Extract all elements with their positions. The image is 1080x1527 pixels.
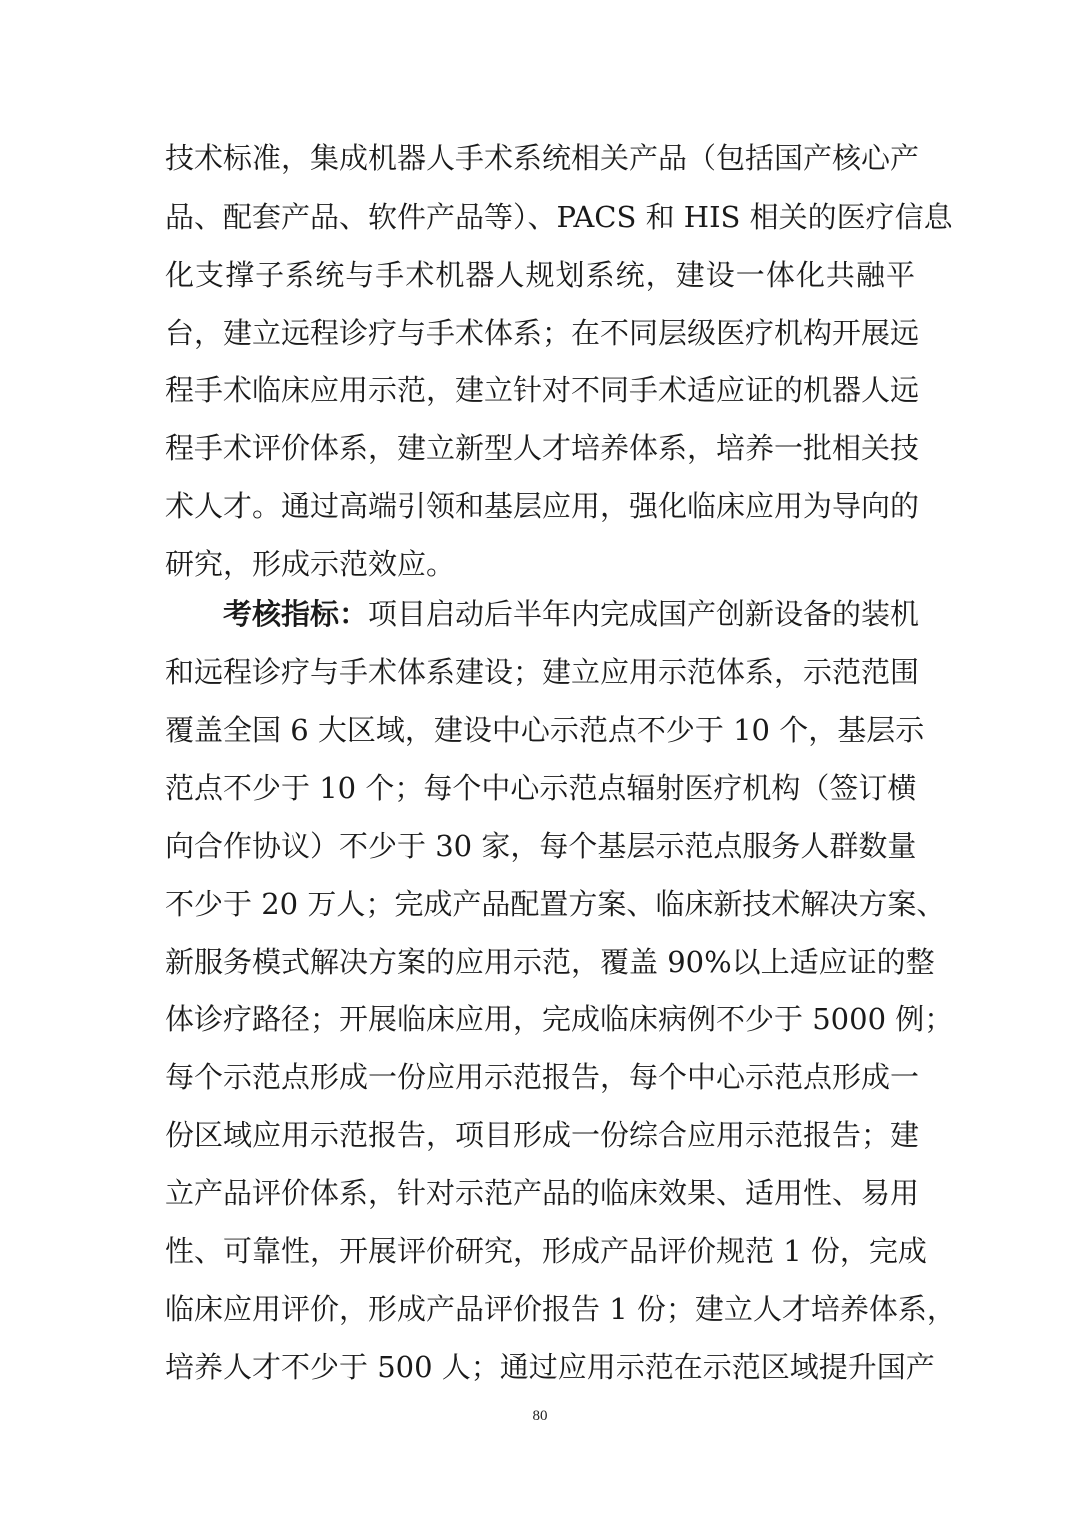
paragraph2-line: 新服务模式解决方案的应用示范，覆盖 90%以上适应证的整 — [165, 945, 935, 979]
paragraph2-line: 范点不少于 10 个；每个中心示范点辐射医疗机构（签订横 — [165, 771, 917, 805]
assessment-label: 考核指标： — [223, 597, 369, 631]
paragraph1-line: 术人才。通过高端引领和基层应用，强化临床应用为导向的 — [165, 489, 920, 523]
paragraph1-line: 台，建立远程诊疗与手术体系；在不同层级医疗机构开展远 — [165, 316, 920, 350]
paragraph2-line: 体诊疗路径；开展临床应用，完成临床病例不少于 5000 例； — [165, 1002, 954, 1036]
paragraph2-line: 不少于 20 万人；完成产品配置方案、临床新技术解决方案、 — [165, 887, 946, 921]
paragraph2-line: 覆盖全国 6 大区域，建设中心示范点不少于 10 个，基层示 — [165, 713, 925, 747]
paragraph1-line: 研究，形成示范效应。 — [165, 547, 456, 581]
paragraph1-line: 化支撑子系统与手术机器人规划系统，建设一体化共融平 — [165, 258, 915, 292]
paragraph2-line: 临床应用评价，形成产品评价报告 1 份；建立人才培养体系， — [165, 1292, 956, 1326]
paragraph2-line: 向合作协议）不少于 30 家，每个基层示范点服务人群数量 — [165, 829, 917, 863]
paragraph2-line: 培养人才不少于 500 人；通过应用示范在示范区域提升国产 — [165, 1350, 935, 1384]
paragraph2-line: 份区域应用示范报告，项目形成一份综合应用示范报告；建 — [165, 1118, 920, 1152]
paragraph1-line: 技术标准，集成机器人手术系统相关产品（包括国产核心产 — [165, 141, 920, 175]
paragraph2-first-line-text: 项目启动后半年内完成国产创新设备的装机 — [368, 597, 920, 631]
paragraph1-line: 程手术临床应用示范，建立针对不同手术适应证的机器人远 — [165, 373, 920, 407]
paragraph2-line: 和远程诊疗与手术体系建设；建立应用示范体系，示范范围 — [165, 655, 920, 689]
paragraph1-line: 程手术评价体系，建立新型人才培养体系，培养一批相关技 — [165, 431, 920, 465]
paragraph2-line: 每个示范点形成一份应用示范报告，每个中心示范点形成一 — [165, 1060, 920, 1094]
paragraph2-line: 性、可靠性，开展评价研究，形成产品评价规范 1 份，完成 — [165, 1234, 927, 1268]
paragraph1-line: 品、配套产品、软件产品等）、PACS 和 HIS 相关的医疗信息 — [165, 200, 953, 234]
page-number: 80 — [532, 1408, 548, 1424]
paragraph2-first-line — [165, 594, 920, 634]
paragraph2-line: 立产品评价体系，针对示范产品的临床效果、适用性、易用 — [165, 1176, 920, 1210]
